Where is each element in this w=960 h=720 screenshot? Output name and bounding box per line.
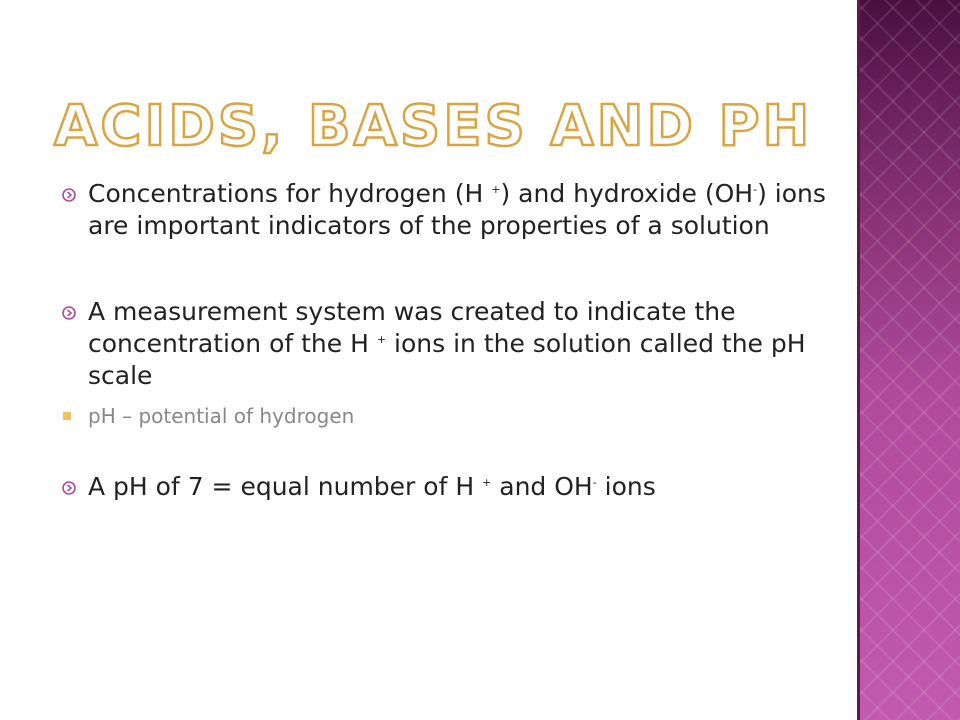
- circle-chevron-icon: [62, 306, 76, 320]
- bullet-3-sup-plus: +: [482, 476, 492, 489]
- bullet-item-3: [62, 471, 852, 503]
- slide-body: [62, 178, 852, 503]
- bullet-3-text-a: A pH of 7 = equal number of H: [88, 472, 483, 501]
- bullet-1-sup-plus: +: [491, 183, 501, 196]
- sub-bullet-item: [62, 403, 852, 429]
- decorative-sidebar: [857, 0, 960, 720]
- bullet-2-text-a: A measurement system was created to indicate the concentration of the H: [88, 297, 736, 358]
- bullet-1-text-a: Concentrations for hydrogen (H: [88, 179, 492, 208]
- bullet-3-text-e: ions: [596, 472, 656, 501]
- circle-chevron-icon: [62, 188, 76, 202]
- bullet-3-sup-minus: -: [592, 476, 597, 489]
- sub-bullet-text: pH – potential of hydrogen: [88, 404, 355, 428]
- sidebar-edge: [857, 0, 860, 720]
- circle-chevron-icon: [62, 481, 76, 495]
- slide-title-text: ACIDS, BASES AND PH: [54, 94, 813, 158]
- bullet-item-1: [62, 178, 852, 242]
- bullet-3-text-c: and OH: [491, 472, 593, 501]
- bullet-1-sup-minus: -: [753, 183, 758, 196]
- bullet-2-text-c: ions in the solution called the pH scale: [88, 329, 806, 390]
- square-bullet-icon: [63, 412, 71, 420]
- bullet-2-sup-plus: +: [376, 333, 387, 346]
- bullet-item-2: [62, 296, 852, 392]
- slide-title: [52, 88, 842, 158]
- bullet-1-text-e: ) ions are important indicators of the properties of a solution: [88, 179, 826, 240]
- bullet-1-text-c: ) and hydroxide (OH: [500, 179, 754, 208]
